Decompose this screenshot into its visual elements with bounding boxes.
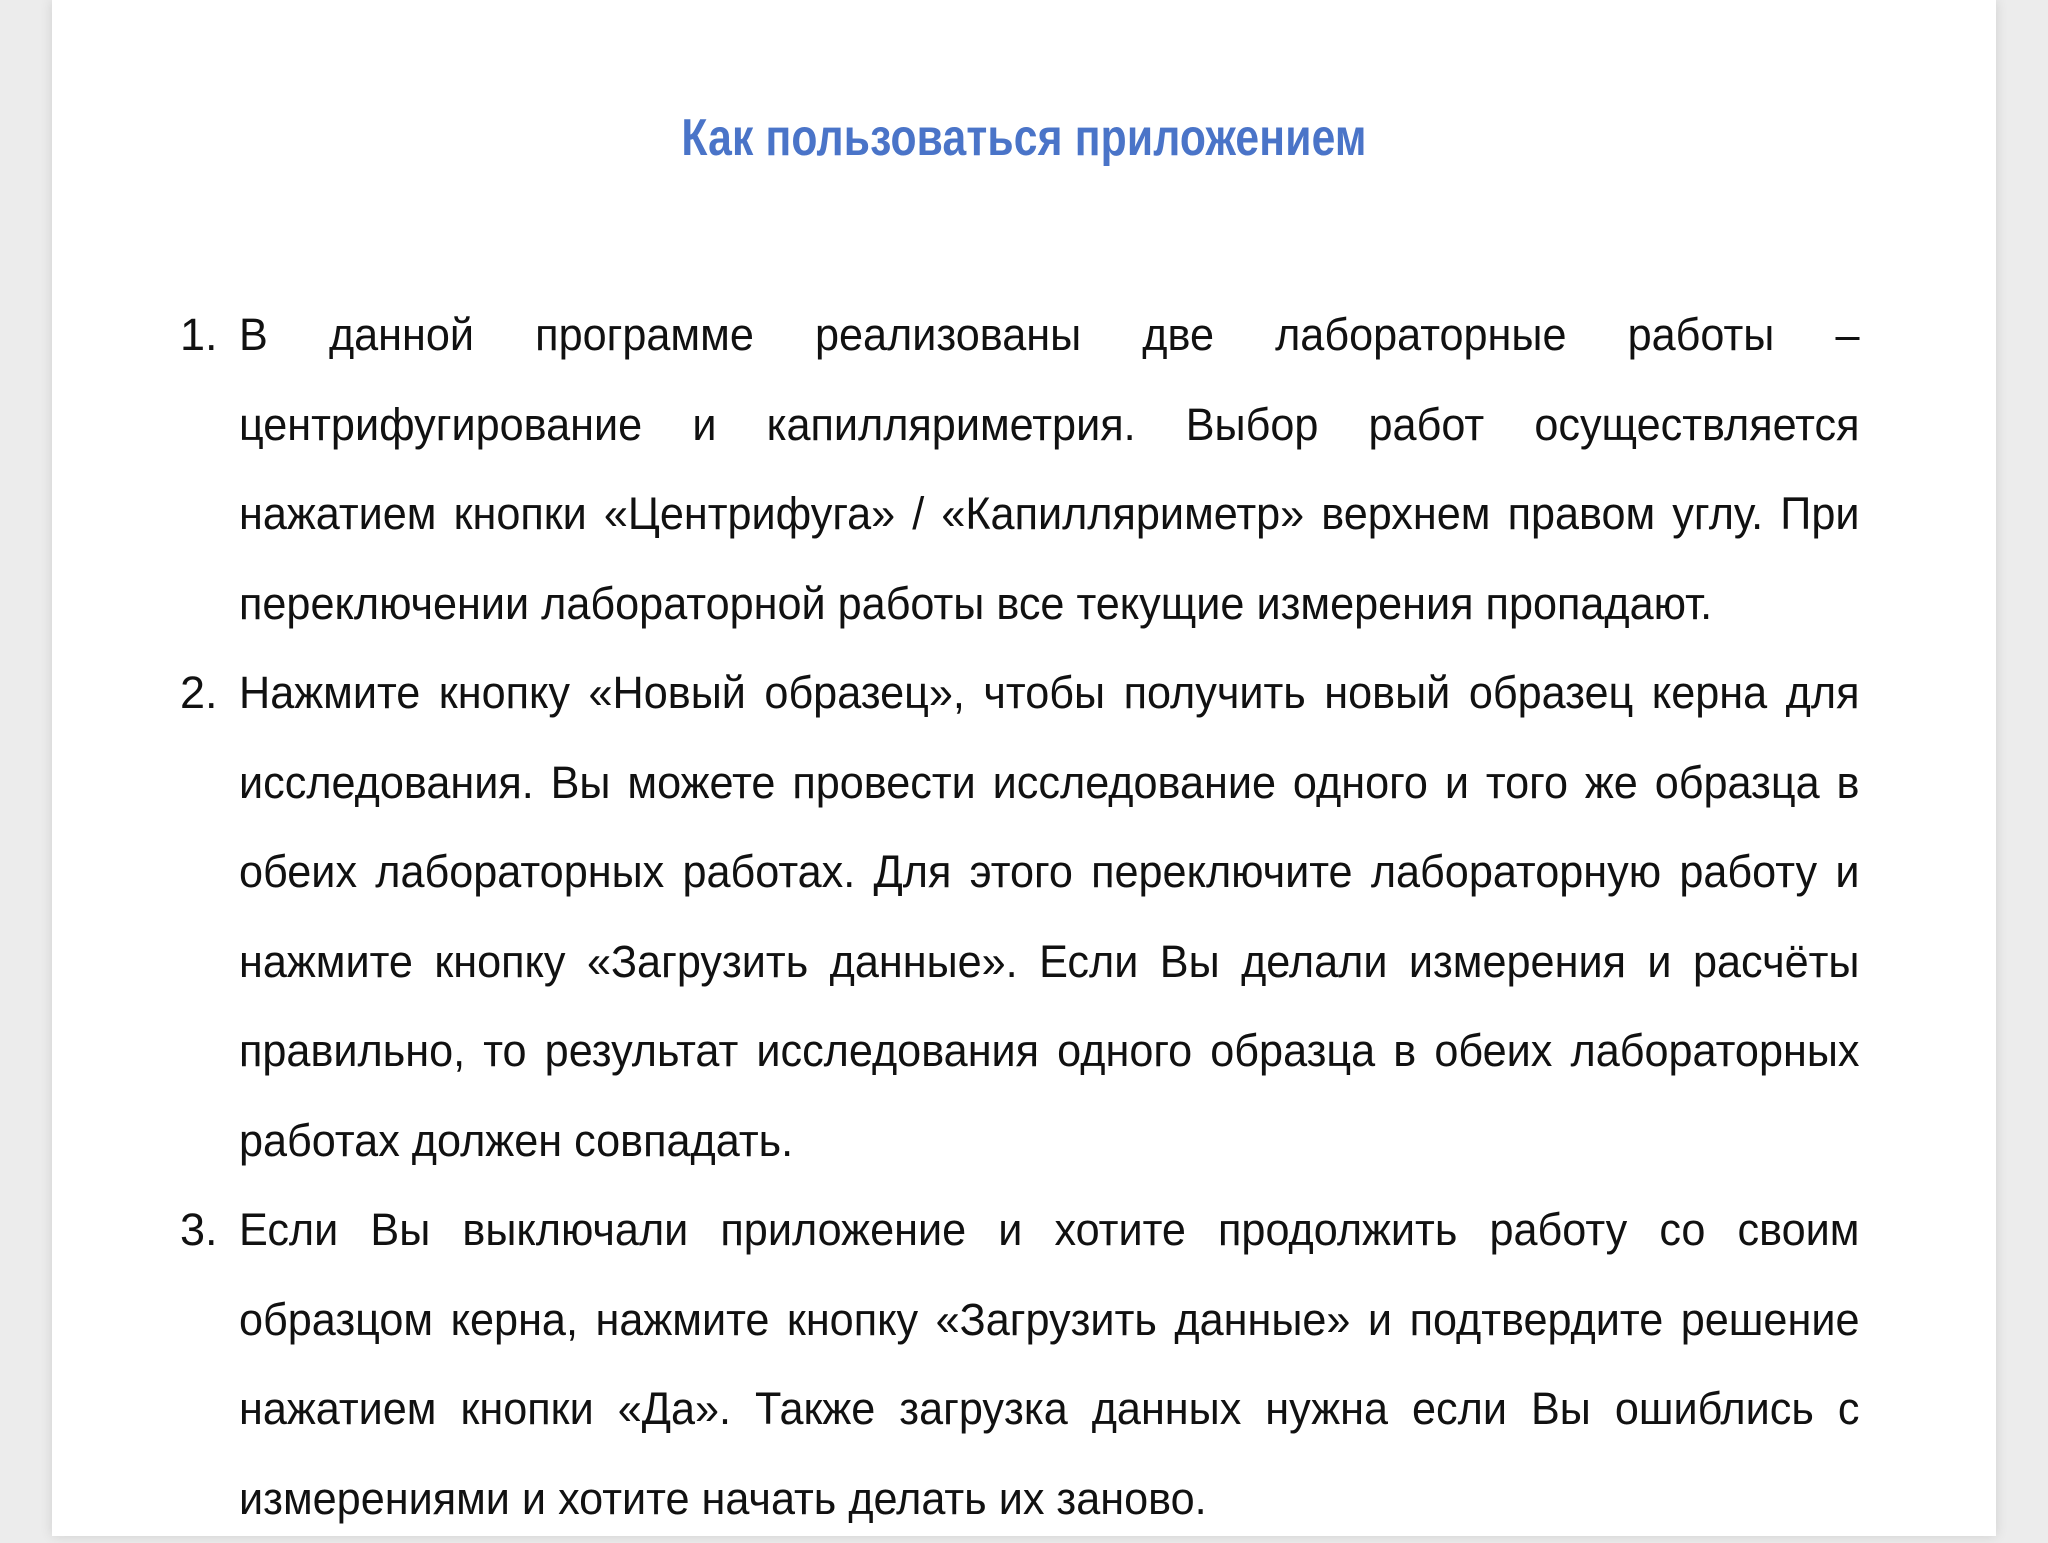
document-page bbox=[52, 0, 1996, 1536]
step-text: В данной программе реализованы две лабораторные работы – центрифугирование и капилляриметрия. Выбор работ осуществляется нажатием кнопки «Центрифуга» / «Капилляриметр» верхнем правом углу. При переключении лабораторной работы все текущие измерения пропадают. bbox=[239, 309, 1860, 629]
list-item bbox=[52, 1185, 1996, 1543]
list-item bbox=[52, 648, 1996, 1185]
step-number: 1. bbox=[180, 309, 218, 360]
instruction-list bbox=[52, 290, 1996, 1543]
step-number: 2. bbox=[180, 667, 218, 718]
step-number: 3. bbox=[180, 1204, 218, 1255]
page-title: Как пользоваться приложением bbox=[681, 109, 1367, 167]
list-item bbox=[52, 290, 1996, 648]
step-text: Если Вы выключали приложение и хотите продолжить работу со своим образцом керна, нажмите кнопку «Загрузить данные» и подтвердите решение нажатием кнопки «Да». Также загрузка данных нужна если Вы ошиблись с измерениями и хотите начать делать их заново. bbox=[239, 1204, 1860, 1524]
step-text: Нажмите кнопку «Новый образец», чтобы получить новый образец керна для исследования. Вы можете провести исследование одного и того же образца в обеих лабораторных работах. Для этого переключите лабораторную работу и нажмите кнопку «Загрузить данные». Если Вы делали измерения и расчёты правильно, то результат исследования одного образца в обеих лабораторных работах должен совпадать. bbox=[239, 667, 1860, 1166]
